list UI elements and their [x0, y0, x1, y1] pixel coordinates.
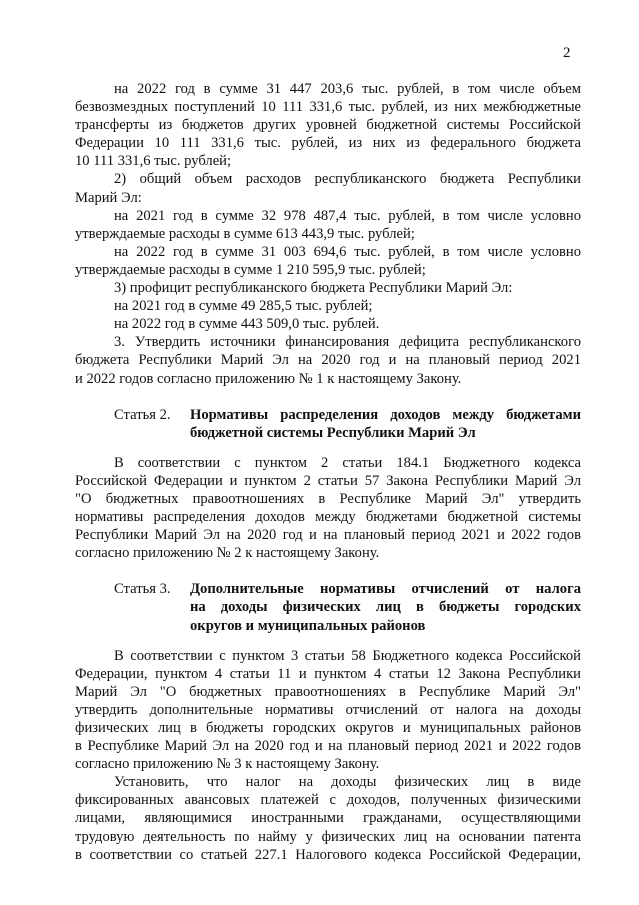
title-line: округов и муниципальных районов — [190, 617, 426, 634]
article-3-label: Статья 3. — [114, 581, 171, 598]
text-line: "О бюджетных правоотношениях в Республике Марий Эл" утвердить — [75, 490, 581, 507]
article-2-label: Статья 2. — [114, 406, 171, 423]
text-line: В соответствии с пунктом 2 статьи 184.1 Бюджетного кодекса — [114, 454, 581, 471]
text-line: на 2022 год в сумме 31 447 203,6 тыс. рублей, в том числе объем — [114, 81, 581, 97]
text-line: утверждаемые расходы в сумме 1 210 595,9 тыс. рублей; — [75, 261, 426, 278]
budget-paragraphs — [75, 80, 581, 388]
text-line: в соответствии со статьей 227.1 Налогового кодекса Российской Федерации, — [75, 846, 581, 863]
title-line: Дополнительные нормативы отчислений от налога — [190, 581, 581, 598]
text-line: согласно приложению № 3 к настоящему Закону. — [75, 756, 380, 773]
text-line: физических лиц в бюджеты городских округов и муниципальных районов — [75, 720, 581, 736]
text-line: 3) профицит республиканского бюджета Республики Марий Эл: — [114, 280, 513, 297]
article-2-heading — [75, 406, 581, 442]
text-line: Республики Марий Эл на 2020 год и на плановый период 2021 и 2022 годов — [75, 527, 581, 544]
article-3-title — [190, 580, 581, 634]
article-3-heading — [75, 580, 581, 634]
title-line: бюджетной системы Республики Марий Эл — [190, 424, 476, 441]
text-line: на 2022 год в сумме 443 509,0 тыс. рублей. — [114, 316, 380, 333]
article-2-title — [190, 406, 581, 442]
text-line: 2) общий объем расходов республиканского бюджета Республики — [114, 171, 581, 188]
text-line: Российской Федерации и пунктом 2 статьи 57 Закона Республики Марий Эл — [75, 472, 581, 489]
text-line: фиксированных авансовых платежей с доходов, полученных физическими — [75, 792, 581, 809]
page-number: 2 — [563, 45, 571, 61]
text-line: утвердить дополнительные нормативы отчислений от налога на доходы — [75, 701, 581, 718]
text-line: Федерации 10 111 331,6 тыс. рублей, из них из федерального бюджета — [75, 135, 581, 152]
text-line: трудовую деятельность по найму у физических лиц на основании патента — [75, 828, 581, 845]
text-line: утверждаемые расходы в сумме 613 443,9 тыс. рублей; — [75, 225, 415, 242]
article-3-paragraph — [75, 647, 581, 864]
text-line: бюджета Республики Марий Эл на 2020 год и на плановый период 2021 — [75, 352, 581, 369]
text-line: нормативы распределения доходов между бюджетами бюджетной системы — [75, 509, 581, 526]
document-body — [75, 80, 581, 864]
title-line: Нормативы распределения доходов между бюджетами — [190, 406, 581, 423]
text-line: Установить, что налог на доходы физических лиц в виде — [114, 774, 581, 791]
title-line: на доходы физических лиц в бюджеты городских — [190, 599, 581, 616]
article-2-paragraph — [75, 454, 581, 563]
text-line: Марий Эл "О бюджетных правоотношениях в Республике Марий Эл" — [75, 683, 581, 700]
text-line: согласно приложению № 2 к настоящему Закону. — [75, 545, 380, 562]
text-line: 10 111 331,6 тыс. рублей; — [75, 153, 232, 170]
text-line: на 2021 год в сумме 32 978 487,4 тыс. рублей, в том числе условно — [114, 207, 581, 224]
text-line: на 2021 год в сумме 49 285,5 тыс. рублей; — [114, 298, 373, 315]
text-line: трансферты из бюджетов других уровней бюджетной системы Российской — [75, 117, 581, 134]
text-line: на 2022 год в сумме 31 003 694,6 тыс. рублей, в том числе условно — [114, 243, 581, 260]
text-line: Федерации, пунктом 4 статьи 11 и пунктом 4 статьи 12 Закона Республики — [75, 665, 581, 682]
text-line: в Республике Марий Эл на 2020 год и на плановый период 2021 и 2022 годов — [75, 738, 581, 755]
text-line: безвозмездных поступлений 10 111 331,6 тыс. рублей, из них межбюджетные — [75, 99, 581, 116]
text-line: 3. Утвердить источники финансирования дефицита республиканского — [114, 334, 581, 351]
text-line: Марий Эл: — [75, 189, 142, 206]
text-line: В соответствии с пунктом 3 статьи 58 Бюджетного кодекса Российской — [114, 647, 581, 664]
text-line: и 2022 годов согласно приложению № 1 к настоящему Закону. — [75, 370, 462, 387]
text-line: лицами, являющимися иностранными гражданами, осуществляющими — [75, 810, 581, 827]
